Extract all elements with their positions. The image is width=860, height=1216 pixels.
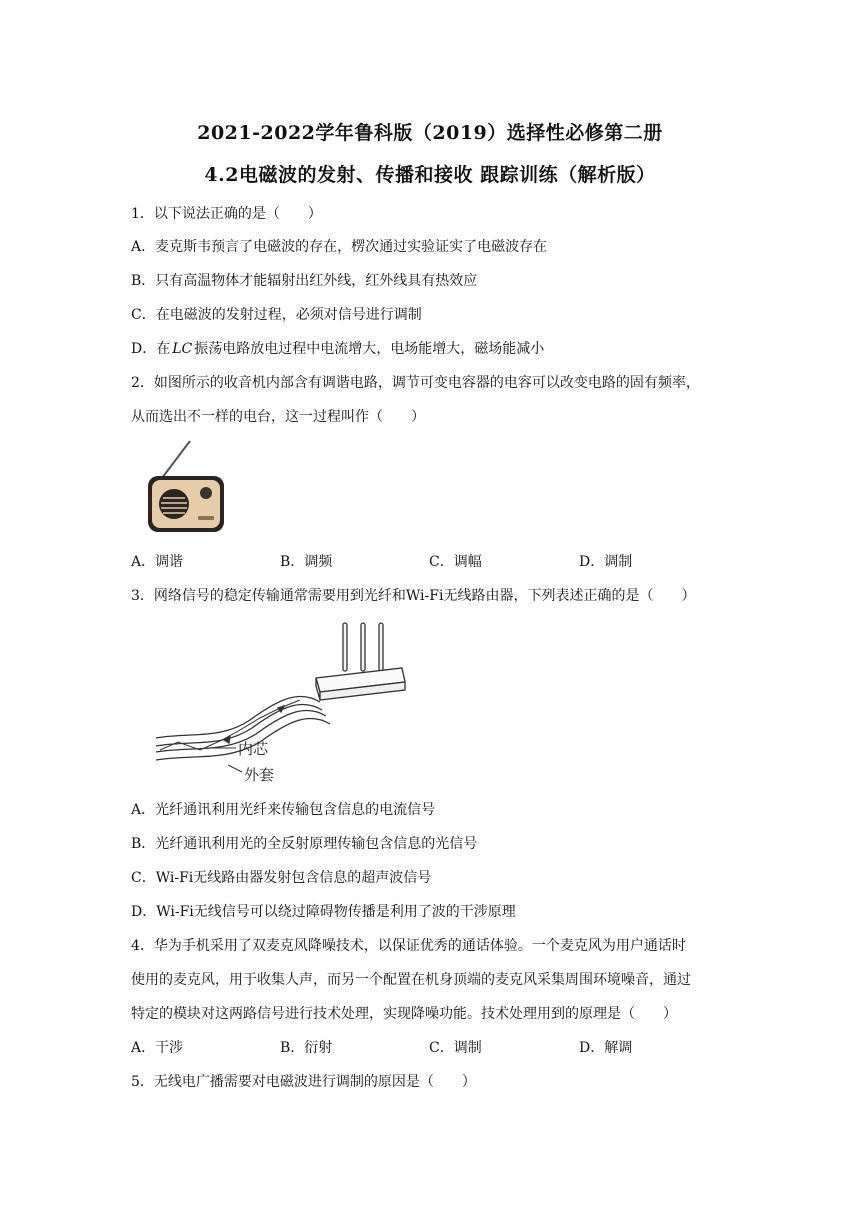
q1-option-a: A．麦克斯韦预言了电磁波的存在，楞次通过实验证实了电磁波存在 — [131, 239, 548, 255]
radio-speaker — [159, 489, 189, 519]
q4-stem-line1: 4．华为手机采用了双麦克风降噪技术，以保证优秀的通话体验。一个麦克风为用户通话时 — [131, 938, 686, 954]
q4-option-c: C．调制 — [429, 1040, 482, 1056]
q3-stem: 3．网络信号的稳定传输通常需要用到光纤和Wi-Fi无线路由器，下列表述正确的是（ ） — [131, 588, 696, 604]
radio-antenna — [162, 441, 190, 478]
q1-option-d — [131, 338, 544, 358]
q2-option-b: B．调频 — [280, 554, 333, 570]
label-core: 内芯 — [238, 740, 269, 758]
q4-options — [131, 1037, 731, 1057]
radio-image — [140, 438, 230, 536]
q2-stem-line2: 从而选出不一样的电台，这一过程叫作（ ） — [131, 409, 425, 425]
doc-title-line1: 2021-2022学年鲁科版（2019）选择性必修第二册 — [197, 122, 663, 144]
q2-option-c: C．调幅 — [429, 554, 482, 570]
q3-option-a: A．光纤通讯利用光纤来传输包含信息的电流信号 — [131, 802, 436, 818]
q4-stem-line3: 特定的模块对这两路信号进行技术处理，实现降噪功能。技术处理用到的原理是（ ） — [131, 1006, 677, 1022]
jacket-label-leader — [228, 765, 242, 772]
fiber-router-diagram — [150, 620, 420, 788]
q3-option-c: C．Wi-Fi无线路由器发射包含信息的超声波信号 — [131, 870, 432, 886]
q1-option-b: B．只有高温物体才能辐射出红外线，红外线具有热效应 — [131, 273, 478, 289]
q4-option-a: A．干涉 — [131, 1040, 184, 1056]
q5-stem: 5．无线电广播需要对电磁波进行调制的原因是（ ） — [131, 1074, 476, 1090]
label-jacket: 外套 — [244, 766, 275, 784]
wifi-router — [316, 623, 405, 700]
q3-option-b: B．光纤通讯利用光的全反射原理传输包含信息的光信号 — [131, 836, 478, 852]
q2-stem-line1: 2．如图所示的收音机内部含有调谐电路，调节可变电容器的电容可以改变电路的固有频率， — [131, 375, 700, 391]
q4-stem-line2: 使用的麦克风，用于收集人声，而另一个配置在机身顶端的麦克风采集周围环境噪音，通过 — [131, 972, 691, 988]
q1-option-d-lc: LC — [172, 341, 193, 357]
q2-option-a: A．调谐 — [131, 554, 184, 570]
radio-tuning-knob — [200, 487, 212, 499]
q4-option-d: D．解调 — [579, 1040, 633, 1056]
q3-option-d: D．Wi-Fi无线信号可以绕过障碍物传播是利用了波的干涉原理 — [131, 904, 516, 920]
q1-stem: 1．以下说法正确的是（ ） — [131, 206, 322, 222]
q1-option-d-prefix: D．在 — [131, 341, 171, 357]
q1-option-c: C．在电磁波的发射过程，必须对信号进行调制 — [131, 307, 422, 323]
q2-options — [131, 551, 731, 571]
q2-option-d: D．调制 — [579, 554, 633, 570]
radio-brand-plate — [198, 516, 214, 520]
q4-option-b: B．衍射 — [280, 1040, 333, 1056]
doc-title-line2: 4.2电磁波的发射、传播和接收 跟踪训练（解析版） — [204, 164, 656, 186]
q1-option-d-rest: 振荡电路放电过程中电流增大，电场能增大，磁场能减小 — [194, 341, 545, 357]
